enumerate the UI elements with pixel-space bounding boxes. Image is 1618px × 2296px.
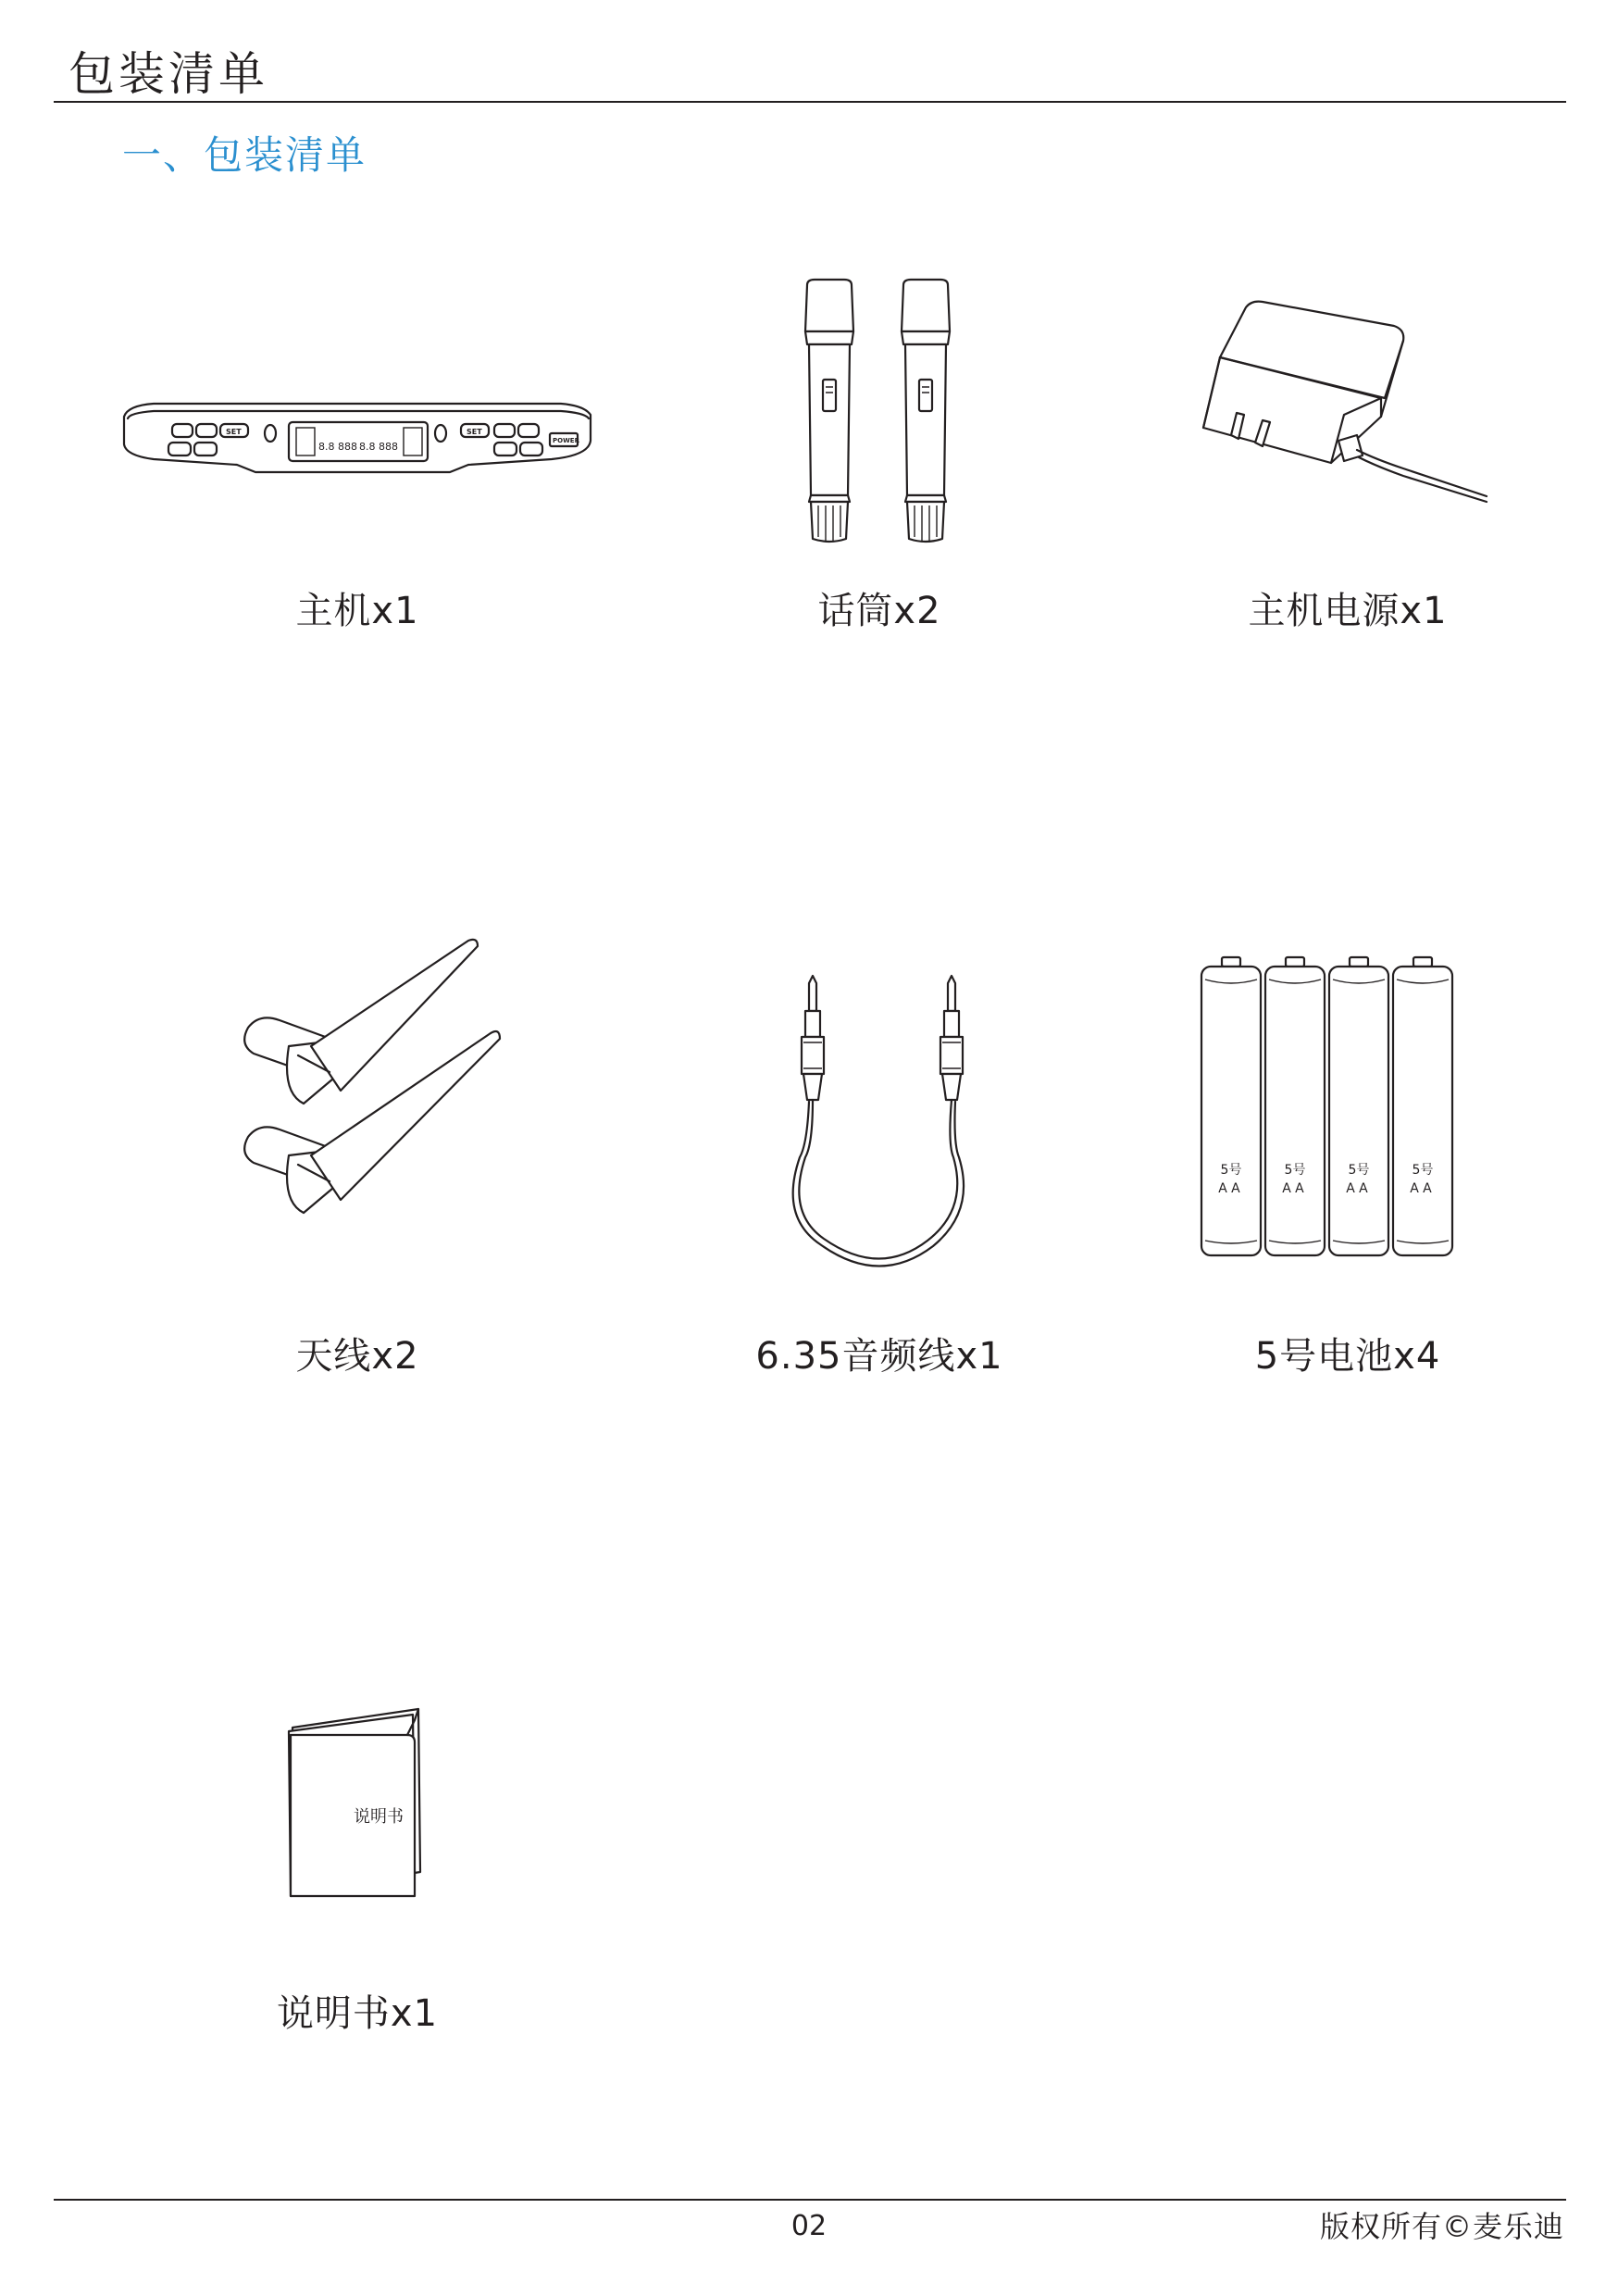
- receiver-display-right: 8.8 888: [359, 441, 398, 453]
- battery-size-2: 5号: [1284, 1163, 1306, 1178]
- item-audio-cable: [639, 935, 1120, 1416]
- page-number: 02: [790, 2210, 828, 2242]
- page-title: 包装清单: [68, 47, 268, 101]
- audio-cable-icon: [639, 935, 1120, 1287]
- receiver-set-left: SET: [226, 428, 242, 436]
- item-batteries: [1107, 935, 1588, 1416]
- item-microphone: [639, 259, 1120, 648]
- battery-size-3: 5号: [1348, 1163, 1370, 1178]
- item-label: 6.35音频线x1: [755, 1335, 1003, 1378]
- power-adapter-icon: [1107, 259, 1588, 555]
- item-antenna: [117, 935, 598, 1416]
- battery-type-2: AA: [1282, 1181, 1308, 1196]
- item-label: 主机x1: [295, 590, 419, 632]
- battery-type-1: AA: [1218, 1181, 1244, 1196]
- receiver-display-left: 8.8 888: [318, 441, 357, 453]
- section-heading: 一、包装清单: [122, 132, 367, 178]
- item-power-adapter: [1107, 259, 1588, 648]
- microphone-icon: [639, 259, 1120, 555]
- receiver-power-label: POWER: [553, 437, 579, 444]
- battery-icon: [1107, 935, 1588, 1287]
- manual-cover-text: 说明书: [354, 1807, 404, 1827]
- item-label: 5号电池x4: [1254, 1335, 1441, 1378]
- item-receiver: [117, 259, 598, 648]
- item-label: 话筒x2: [817, 590, 941, 632]
- receiver-icon: [117, 259, 598, 537]
- item-label: 天线x2: [295, 1335, 419, 1378]
- manual-icon: [117, 1694, 598, 1935]
- receiver-set-right: SET: [467, 428, 482, 436]
- footer-divider: [54, 2199, 1566, 2201]
- battery-type-3: AA: [1346, 1181, 1372, 1196]
- item-label: 说明书x1: [276, 1992, 439, 2035]
- item-label: 主机电源x1: [1248, 590, 1448, 632]
- battery-size-4: 5号: [1412, 1163, 1434, 1178]
- antenna-icon: [117, 935, 598, 1287]
- battery-size-1: 5号: [1220, 1163, 1242, 1178]
- battery-type-4: AA: [1410, 1181, 1436, 1196]
- copyright-notice: 版权所有©麦乐迪: [1319, 2209, 1564, 2244]
- item-manual: [117, 1694, 598, 2065]
- header-divider: [54, 101, 1566, 103]
